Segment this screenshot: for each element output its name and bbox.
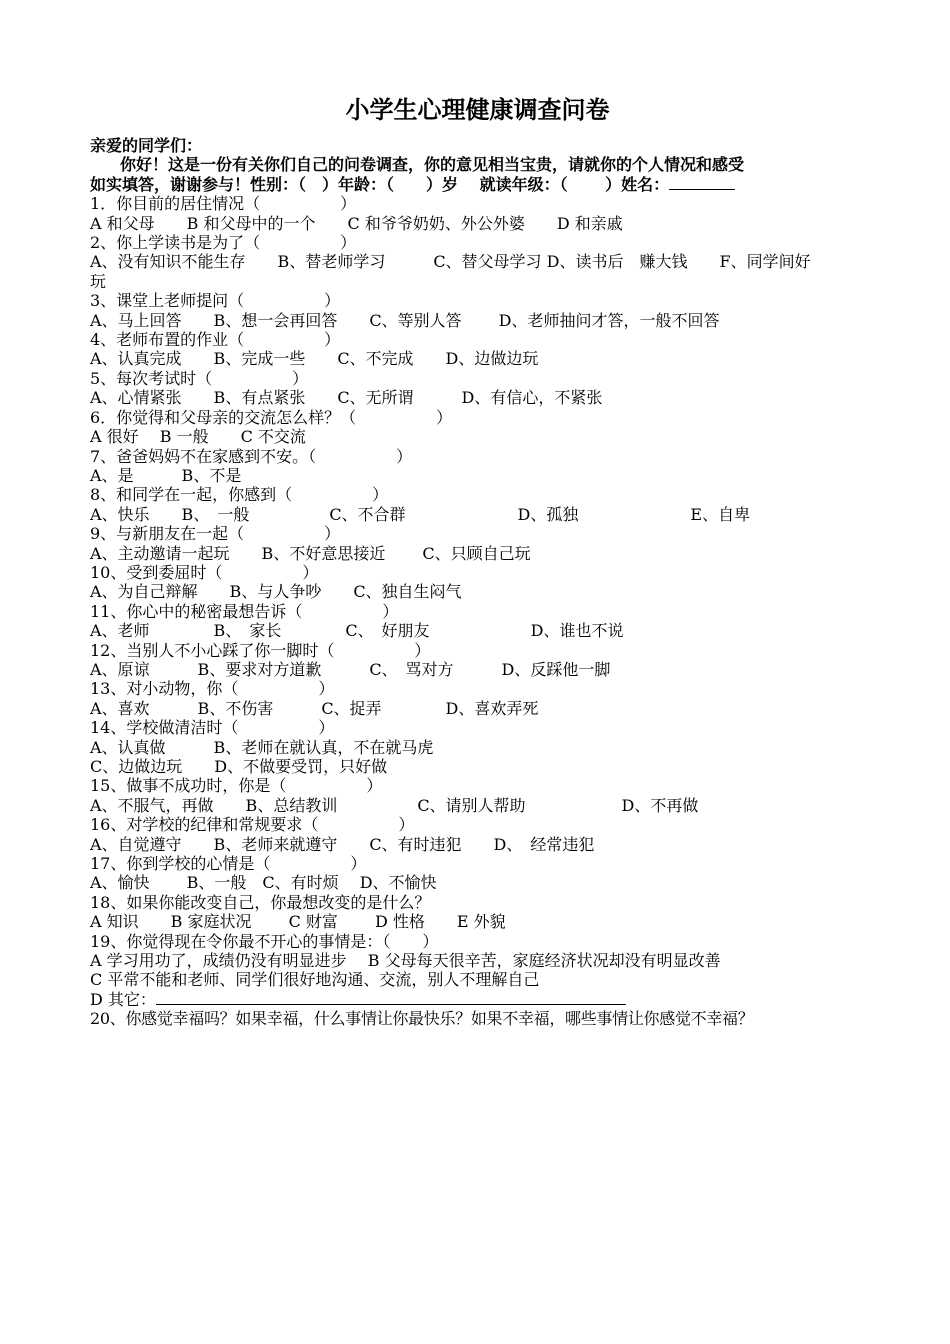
question-line: 9、与新朋友在一起（ ） [90,524,341,544]
question-line: 4、老师布置的作业（ ） [90,330,341,350]
greeting: 亲爱的同学们： [90,136,203,155]
question-line: 6．你觉得和父母亲的交流怎么样？（ ） [90,407,453,427]
question-line: 12、当别人不小心踩了你一脚时（ ） [90,640,431,660]
question-line: 3、课堂上老师提问（ ） [90,291,341,311]
question-line: 10、受到委屈时（ ） [90,562,319,582]
question-line: 2、你上学读书是为了（ ） [90,233,357,253]
question-line: A、原谅 B、要求对方道歉 C、 骂对方 D、反踩他一脚 [90,659,611,679]
question-line: A、是 B、不是 [90,465,242,485]
question-list [90,194,865,990]
intro-line-2 [90,175,865,194]
question-line: 8、和同学在一起，你感到（ ） [90,485,389,505]
question-line: 16、对学校的纪律和常规要求（ ） [90,815,415,835]
intro-line-2-text: 如实填答，谢谢参与！性别：（ ）年龄：（ ）岁 就读年级：（ ）姓名： [90,174,670,194]
question-line: 13、对小动物，你（ ） [90,679,335,699]
other-answer-label: D 其它： [90,989,156,1009]
question-line: A 知识 B 家庭状况 C 财富 D 性格 E 外貌 [90,912,506,932]
question-line: 19、你觉得现在令你最不开心的事情是：（ ） [90,931,439,951]
other-answer-blank[interactable] [156,990,626,1005]
question-line: A、为自己辩解 B、与人争吵 C、独自生闷气 [90,582,462,602]
question-line: A 学习用功了，成绩仍没有明显进步 B 父母每天很辛苦，家庭经济状况却没有明显改善 [90,951,721,971]
question-line: 11、你心中的秘密最想告诉（ ） [90,601,399,621]
question-line: 5、每次考试时（ ） [90,368,309,388]
page-title: 小学生心理健康调查问卷 [345,95,610,124]
question-line: A、喜欢 B、不伤害 C、捉弄 D、喜欢弄死 [90,698,539,718]
question-line: 18、如果你能改变自己，你最想改变的是什么？ [90,892,431,912]
question-line: 玩 [90,271,107,291]
other-answer-line [90,990,865,1009]
question-line: 15、做事不成功时，你是（ ） [90,776,383,796]
question-line: A、没有知识不能生存 B、替老师学习 C、替父母学习 D、读书后 赚大钱 F、同学间好 [90,252,811,272]
question-line: A、不服气，再做 B、总结教训 C、请别人帮助 D、不再做 [90,795,699,815]
question-line: C、边做边玩 D、不做要受罚，只好做 [90,757,388,776]
question-line: A 很好 B 一般 C 不交流 [90,427,306,447]
question-line: A、马上回答 B、想一会再回答 C、等别人答 D、老师抽问才答，一般不回答 [90,310,720,330]
question-line: 1．你目前的居住情况（ ） [90,194,357,214]
question-line: A、自觉遵守 B、老师来就遵守 C、有时违犯 D、 经常违犯 [90,834,595,854]
question-line: A、老师 B、 家长 C、 好朋友 D、谁也不说 [90,621,624,641]
question-20: 20、你感觉幸福吗？如果幸福，什么事情让你最快乐？如果不幸福，哪些事情让你感觉不幸福？ [90,1009,754,1029]
question-line: A、心情紧张 B、有点紧张 C、无所谓 D、有信心，不紧张 [90,388,603,408]
question-line: 14、学校做清洁时（ ） [90,718,335,738]
question-line: 7、爸爸妈妈不在家感到不安。（ ） [90,446,413,466]
questionnaire-page [90,94,865,1029]
question-line: A 和父母 B 和父母中的一个 C 和爷爷奶奶、外公外婆 D 和亲戚 [90,213,623,233]
question-line: 17、你到学校的心情是（ ） [90,854,367,874]
name-blank[interactable] [669,175,735,190]
question-line: A、快乐 B、 一般 C、不合群 D、孤独 E、自卑 [90,504,751,524]
question-line: A、愉快 B、一般 C、有时烦 D、不愉快 [90,873,437,893]
question-line: A、认真做 B、老师在就认真，不在就马虎 [90,737,434,757]
question-line: A、主动邀请一起玩 B、不好意思接近 C、只顾自己玩 [90,543,531,563]
question-line: A、认真完成 B、完成一些 C、不完成 D、边做边玩 [90,349,539,369]
intro-line-1: 你好！这是一份有关你们自己的问卷调查，你的意见相当宝贵，请就你的个人情况和感受 [120,155,745,175]
question-line: C 平常不能和老师、同学们很好地沟通、交流，别人不理解自己 [90,970,540,990]
